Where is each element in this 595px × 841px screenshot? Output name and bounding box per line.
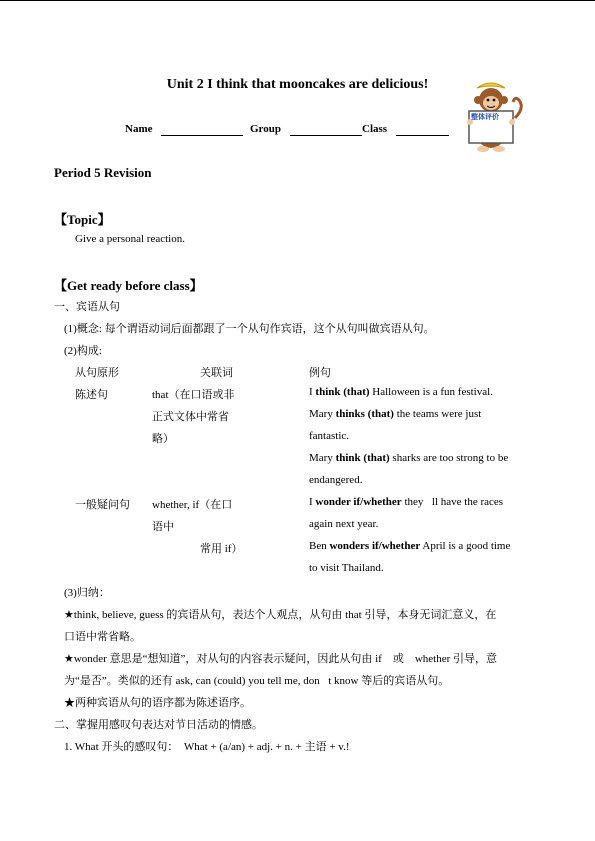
summary-point-1: ★think, believe, guess 的宾语从句，表达个人观点，从句由 that 引导，本身无词汇意义，在	[64, 609, 497, 621]
name-label: Name	[125, 123, 153, 135]
concept-text: (1)概念: 每个谓语动词后面都跟了一个从句作宾语，这个从句叫做宾语从句。	[64, 323, 435, 335]
row2-link-line: 语中	[152, 521, 174, 533]
row1-example-2-cont: fantastic.	[309, 430, 350, 442]
topic-text: Give a personal reaction.	[75, 233, 185, 245]
row1-example-3: Mary think (that) sharks are too strong to be	[309, 452, 509, 464]
row1-link-line: 略）	[152, 433, 174, 445]
group-blank[interactable]	[290, 135, 362, 136]
table-header-example: 例句	[309, 367, 331, 379]
row2-example-2-cont: to visit Thailand.	[309, 562, 384, 574]
summary-point-2-cont: 为“是否”。类似的还有 ask, can (could) you tell me, don t know 等后的宾语从句。	[64, 675, 450, 687]
document-title: Unit 2 I think that mooncakes are delicious!	[166, 77, 429, 92]
row2-example-1: I wonder if/whether they ll have the races	[309, 496, 504, 508]
row1-example-1: I think (that) Halloween is a fun festival.	[309, 386, 493, 398]
row2-type: 一般疑问句	[75, 499, 130, 511]
structure-label: (2)构成:	[64, 345, 102, 357]
summary-point-2: ★wonder 意思是“想知道”，对从句的内容表示疑问，因此从句由 if 或 whether 引导，意	[64, 653, 498, 665]
row2-example-2: Ben wonders if/whether April is a good time	[309, 540, 511, 552]
ready-heading: 【Get ready before class】	[54, 278, 203, 293]
summary-heading: (3)归纳：	[64, 587, 110, 599]
table-header-link: 关联词	[200, 367, 233, 379]
section-1-heading: 一、宾语从句	[54, 301, 120, 313]
row1-link-line: that（在口语或非	[152, 389, 235, 401]
section-2-heading: 二、掌握用感叹句表达对节日活动的情感。	[54, 719, 263, 731]
row1-example-2: Mary thinks (that) the teams were just	[309, 408, 482, 420]
row2-link-line: whether, if（在口	[152, 499, 233, 511]
table-header-type: 从句原形	[75, 367, 119, 379]
period-heading: Period 5 Revision	[54, 165, 152, 180]
row1-type: 陈述句	[75, 389, 108, 401]
row2-example-1-cont: again next year.	[309, 518, 379, 530]
class-label: Class	[362, 123, 388, 135]
topic-heading: 【Topic】	[54, 212, 111, 227]
mascot-sign-text: 整体评价	[471, 113, 499, 121]
row1-example-3-cont: endangered.	[309, 474, 363, 486]
group-label: Group	[250, 123, 281, 135]
top-border-line	[0, 0, 595, 1]
summary-point-1-cont: 口语中常省略。	[64, 631, 141, 643]
class-blank[interactable]	[396, 135, 449, 136]
row1-link-line: 正式文体中常省	[152, 411, 229, 423]
summary-point-3: ★两种宾语从句的语序都为陈述语序。	[64, 697, 251, 709]
section-2-item-1: 1. What 开头的感叹句： What + (a/an) + adj. + n. + 主语 + v.!	[64, 741, 350, 753]
name-blank[interactable]	[161, 135, 243, 136]
row2-link-line: 常用 if）	[200, 543, 243, 555]
